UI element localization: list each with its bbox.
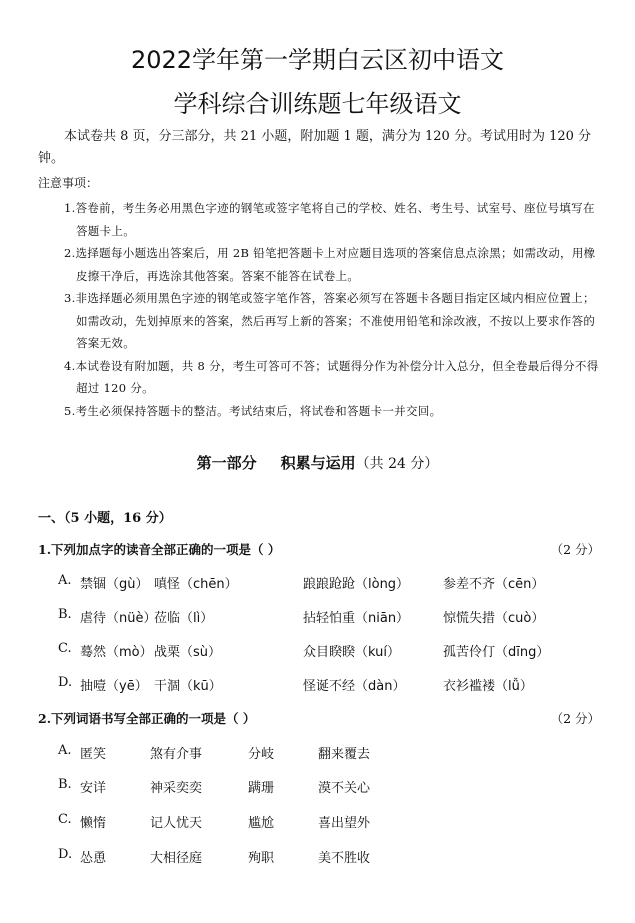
part1-name: 积累与运用 (280, 454, 356, 472)
option-item: 拈轻怕重（niān） (303, 611, 410, 626)
option-item: 蹒珊 (248, 781, 275, 796)
option-item: 踉踉跄跄（lòng） (303, 577, 410, 592)
question-1-option-a (58, 573, 618, 593)
question-2 (38, 709, 600, 727)
option-item: 怂恿 (80, 851, 107, 866)
note-item-4: 4.本试卷设有附加题，共 8 分，考生可答可不答；试题得分作为补偿分计入总分，但全卷最后得分不得超过 120 分。 (64, 358, 599, 395)
section1-title: 一、（5 小题，16 分） (38, 511, 172, 526)
option-item: 喜出望外 (318, 816, 371, 831)
question-2-score: （2 分） (550, 711, 600, 726)
option-item: 嗔怪（chēn） (154, 577, 238, 592)
note-item-2: 2.选择题每小题选出答案后，用 2B 铅笔把答题卡上对应题目选项的答案信息点涂黑；如需改动，用橡皮擦干净后，再选涂其他答案。答案不能答在试卷上。 (64, 246, 596, 283)
option-item: 惊慌失措（cuò） (443, 611, 545, 626)
option-label: A. (58, 573, 72, 588)
question-2-stem: 2.下列词语书写全部正确的一项是（ ） (38, 711, 256, 726)
option-item: 莅临（lì） (154, 611, 214, 626)
question-1-score: （2 分） (550, 542, 600, 557)
question-1-option-b (58, 607, 618, 627)
exam-intro: 本试卷共 8 页，分三部分，共 21 小题，附加题 1 题，满分为 120 分。考试用时为 120 分钟。 (38, 129, 592, 166)
option-item: 禁锢（gù） (80, 577, 149, 592)
option-item: 懒惰 (80, 816, 107, 831)
option-item: 安详 (80, 781, 107, 796)
option-label: D. (58, 847, 73, 862)
option-label: C. (58, 641, 72, 656)
part1-title: 第一部分 (196, 454, 257, 472)
option-item: 衣衫褴褛（lǚ） (443, 679, 533, 694)
question-2-option-c (58, 812, 618, 832)
option-item: 殉职 (248, 851, 275, 866)
option-item: 孤苦伶仃（dīng） (443, 645, 550, 660)
question-2-option-b (58, 777, 618, 797)
option-label: C. (58, 812, 72, 827)
option-item: 抽噎（yē） (80, 679, 148, 694)
question-1 (38, 540, 600, 558)
option-label: A. (58, 743, 72, 758)
option-item: 干涸（kū） (154, 679, 222, 694)
option-label: B. (58, 607, 72, 622)
option-item: 怪诞不经（dàn） (303, 679, 406, 694)
option-item: 美不胜收 (318, 851, 371, 866)
option-item: 战栗（sù） (154, 645, 222, 660)
question-1-option-c (58, 641, 618, 661)
option-item: 翻来覆去 (318, 747, 371, 762)
notes-list (64, 197, 604, 422)
question-1-stem: 1.下列加点字的读音全部正确的一项是（ ） (38, 542, 281, 557)
option-item: 大相径庭 (150, 851, 203, 866)
exam-title-line1: 2022学年第一学期白云区初中语文 (130, 46, 505, 74)
option-item: 分岐 (248, 747, 275, 762)
option-item: 漠不关心 (318, 781, 371, 796)
option-item: 神采奕奕 (150, 781, 203, 796)
option-item: 记人忧天 (150, 816, 203, 831)
part1-points: （共 24 分） (355, 456, 439, 472)
option-label: D. (58, 675, 73, 690)
option-label: B. (58, 777, 72, 792)
part1-heading (0, 452, 635, 473)
option-item: 蓦然（mò） (80, 645, 153, 660)
option-item: 参差不齐（cēn） (443, 577, 545, 592)
notes-title: 注意事项： (38, 176, 99, 190)
option-item: 尴尬 (248, 816, 275, 831)
note-item-5: 5.考生必须保持答题卡的整洁。考试结束后，将试卷和答题卡一并交回。 (64, 403, 442, 418)
note-item-1: 1.答卷前，考生务必用黑色字迹的钢笔或签字笔将自己的学校、姓名、考生号、试室号、座位号填写在答题卡上。 (64, 201, 595, 238)
option-item: 众目睽睽（kuí） (303, 645, 400, 660)
option-item: 匿笑 (80, 747, 107, 762)
question-1-option-d (58, 675, 618, 695)
option-item: 虐待（nüè） (80, 611, 157, 626)
question-2-option-d (58, 847, 618, 867)
question-2-option-a (58, 743, 618, 763)
option-item: 煞有介事 (150, 747, 203, 762)
note-item-3: 3.非选择题必须用黑色字迹的钢笔或签字笔作答，答案必须写在答题卡各题目指定区域内相应位置上；如需改动，先划掉原来的答案，然后再写上新的答案；不准使用铅笔和涂改液，不按以上要求作答的答案无效。 (64, 291, 596, 350)
exam-title-line2: 学科综合训练题七年级语文 (173, 90, 462, 118)
